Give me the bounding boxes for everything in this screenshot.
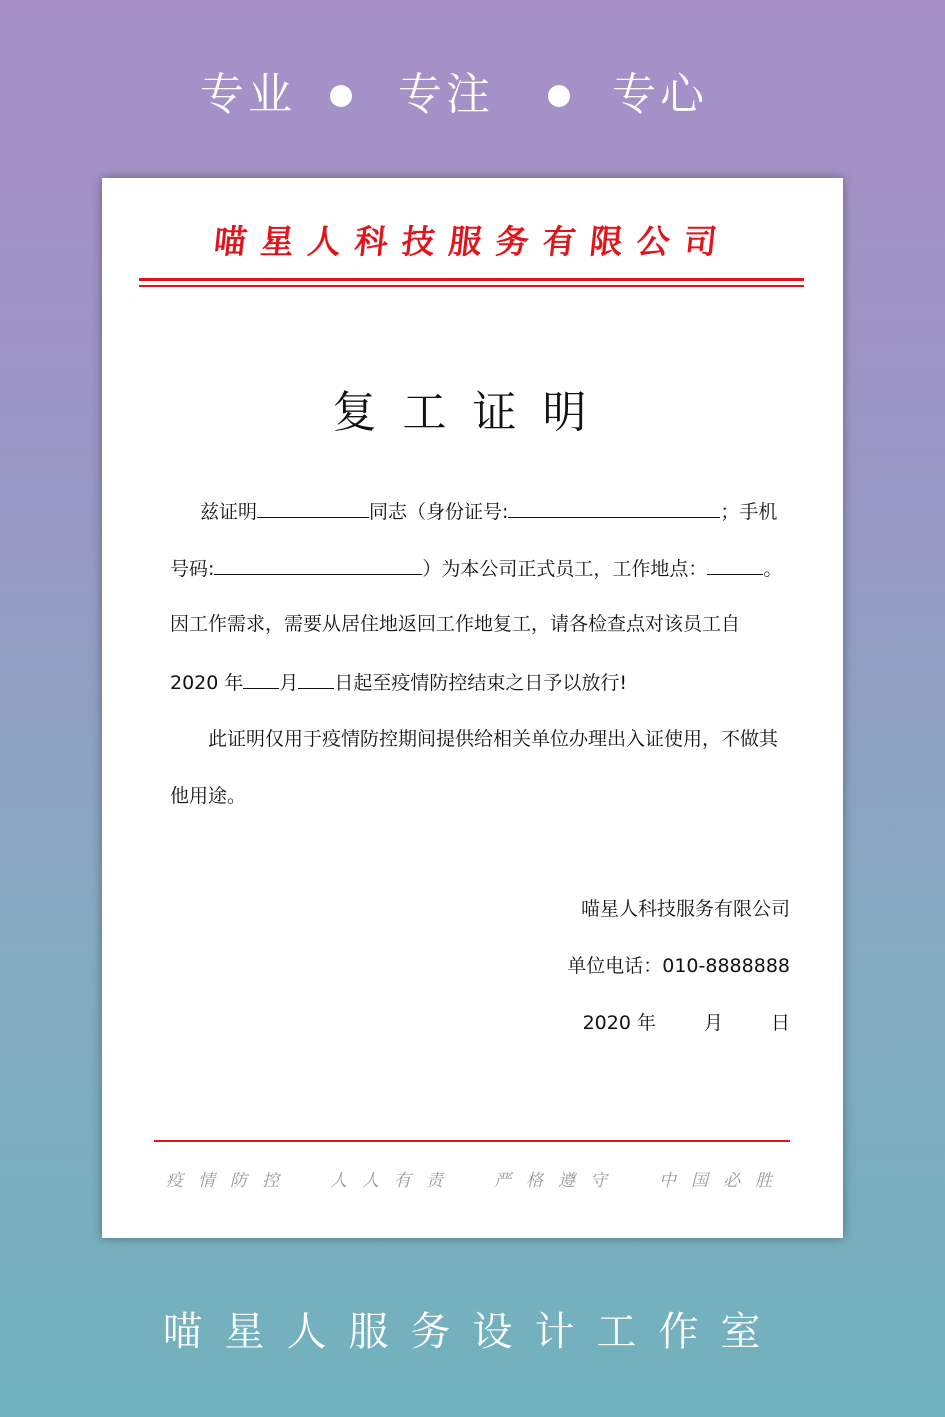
signature-company: 喵星人科技服务有限公司 <box>580 898 790 920</box>
phone-number-blank[interactable] <box>214 552 422 575</box>
paragraph1-line4 <box>170 666 790 698</box>
month-blank[interactable] <box>243 666 279 689</box>
day-blank[interactable] <box>298 666 334 689</box>
letterhead-line-bottom <box>139 285 804 287</box>
text-segment: 日起至疫情防控结束之日予以放行! <box>334 672 628 694</box>
letterhead-line-top <box>139 278 804 281</box>
paragraph2-line2: 他用途。 <box>170 785 247 807</box>
text-segment: ）为本公司正式员工，工作地点： <box>422 558 708 580</box>
tagline-word-1: 专业 <box>200 69 296 120</box>
signature-phone: 单位电话：010-8888888 <box>567 955 790 977</box>
paragraph1-line2 <box>170 552 790 584</box>
slogan-1: 疫情防控 <box>166 1171 294 1191</box>
id-number-blank[interactable] <box>508 495 720 518</box>
text-segment: ；手机 <box>720 501 778 523</box>
bullet-dot-icon <box>330 85 352 107</box>
slogan-4: 中国必胜 <box>659 1171 787 1191</box>
paragraph1-line3: 因工作需求，需要从居住地返回工作地复工，请各检查点对该员工自 <box>170 613 741 635</box>
tagline-word-3: 专心 <box>612 69 708 120</box>
slogan-2: 人人有责 <box>330 1171 458 1191</box>
tagline <box>0 62 945 132</box>
bullet-dot-icon <box>548 85 570 107</box>
text-segment: 。 <box>763 558 783 580</box>
date-month: 月 <box>703 1012 723 1034</box>
footer-red-line <box>154 1140 790 1142</box>
text-segment: 兹证明 <box>200 501 258 523</box>
work-location-blank[interactable] <box>707 552 763 575</box>
certificate-paper <box>102 178 843 1238</box>
studio-name: 喵星人服务设计工作室 <box>162 1309 783 1355</box>
paragraph1-line1 <box>200 495 800 527</box>
name-blank[interactable] <box>257 495 369 518</box>
date-year: 2020 年 <box>582 1012 656 1034</box>
date-day: 日 <box>770 1012 790 1034</box>
text-segment: 月 <box>279 672 299 694</box>
paragraph2-line1: 此证明仅用于疫情防控期间提供给相关单位办理出入证使用，不做其 <box>208 728 779 750</box>
text-segment: 同志（身份证号: <box>369 501 509 523</box>
text-segment: 2020 年 <box>170 672 244 694</box>
company-letterhead: 喵星人科技服务有限公司 <box>211 222 733 261</box>
tagline-word-2: 专注 <box>398 69 494 120</box>
text-segment: 号码: <box>170 558 215 580</box>
document-title: 复工证明 <box>332 387 613 438</box>
signature-date <box>583 1008 790 1038</box>
slogan-3: 严格遵守 <box>494 1171 622 1191</box>
